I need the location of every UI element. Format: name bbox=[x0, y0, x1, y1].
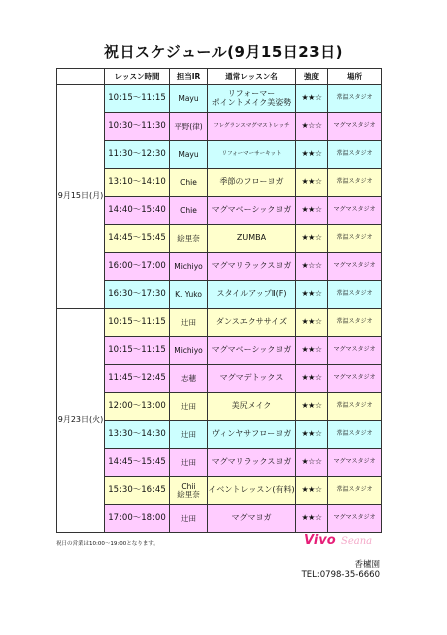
lesson-time-cell: 10:15～11:15 bbox=[105, 309, 170, 337]
place-cell: マグマスタジオ bbox=[328, 337, 382, 365]
lesson-time-cell: 11:30～12:30 bbox=[105, 141, 170, 169]
schedule-row bbox=[57, 393, 382, 421]
instructor-cell: Michiyo bbox=[170, 337, 208, 365]
lesson-time-cell: 13:30～14:30 bbox=[105, 421, 170, 449]
lesson-time-cell: 11:45～12:45 bbox=[105, 365, 170, 393]
instructor-cell: 志穂 bbox=[170, 365, 208, 393]
day-date-cell: 9月15日(月) bbox=[57, 85, 105, 309]
instructor-cell: 辻田 bbox=[170, 421, 208, 449]
instructor-cell: 辻田 bbox=[170, 505, 208, 533]
lesson-time-cell: 16:00～17:00 bbox=[105, 253, 170, 281]
place-cell: マグマスタジオ bbox=[328, 197, 382, 225]
intensity-cell: ★☆☆ bbox=[296, 253, 328, 281]
place-cell: マグマスタジオ bbox=[328, 449, 382, 477]
schedule-row bbox=[57, 141, 382, 169]
lesson-name-cell: フレグランスマグマストレッチ bbox=[208, 113, 296, 141]
instructor-cell: 絵里奈 bbox=[170, 225, 208, 253]
schedule-row bbox=[57, 309, 382, 337]
intensity-cell: ★★☆ bbox=[296, 225, 328, 253]
schedule-row bbox=[57, 113, 382, 141]
intensity-cell: ★★☆ bbox=[296, 421, 328, 449]
place-cell: 常温スタジオ bbox=[328, 169, 382, 197]
lesson-name-cell: マグマリラックスヨガ bbox=[208, 253, 296, 281]
schedule-row bbox=[57, 253, 382, 281]
schedule-row bbox=[57, 505, 382, 533]
place-cell: 常温スタジオ bbox=[328, 309, 382, 337]
instructor-cell: Mayu bbox=[170, 141, 208, 169]
lesson-time-cell: 14:45～15:45 bbox=[105, 449, 170, 477]
schedule-row bbox=[57, 85, 382, 113]
header-lesson: 通常レッスン名 bbox=[208, 69, 296, 85]
header-intensity: 強度 bbox=[296, 69, 328, 85]
schedule-row bbox=[57, 337, 382, 365]
intensity-cell: ★★☆ bbox=[296, 141, 328, 169]
place-cell: 常温スタジオ bbox=[328, 225, 382, 253]
intensity-cell: ★★☆ bbox=[296, 477, 328, 505]
instructor-cell: Chii 絵里奈 bbox=[170, 477, 208, 505]
schedule-body bbox=[57, 85, 382, 533]
place-cell: マグマスタジオ bbox=[328, 253, 382, 281]
vivo-logo bbox=[304, 533, 384, 549]
header-date-blank bbox=[57, 69, 105, 85]
schedule-row bbox=[57, 449, 382, 477]
schedule-table bbox=[56, 68, 382, 533]
logo-script-text: Seana bbox=[341, 536, 373, 547]
place-cell: 常温スタジオ bbox=[328, 141, 382, 169]
lesson-time-cell: 13:10～14:10 bbox=[105, 169, 170, 197]
schedule-row bbox=[57, 477, 382, 505]
lesson-time-cell: 14:40～15:40 bbox=[105, 197, 170, 225]
schedule-row bbox=[57, 421, 382, 449]
lesson-name-cell: ヴィンヤサフローヨガ bbox=[208, 421, 296, 449]
lesson-name-cell: リフォーマー ポイントメイク美姿勢 bbox=[208, 85, 296, 113]
schedule-row bbox=[57, 365, 382, 393]
logo-main-text: Vivo bbox=[304, 533, 336, 548]
lesson-time-cell: 10:15～11:15 bbox=[105, 85, 170, 113]
lesson-name-cell: マグマベーシックヨガ bbox=[208, 337, 296, 365]
instructor-cell: Chie bbox=[170, 197, 208, 225]
lesson-time-cell: 15:30～16:45 bbox=[105, 477, 170, 505]
intensity-cell: ★★☆ bbox=[296, 281, 328, 309]
instructor-cell: Mayu bbox=[170, 85, 208, 113]
place-cell: 常温スタジオ bbox=[328, 393, 382, 421]
intensity-cell: ★★☆ bbox=[296, 85, 328, 113]
lesson-time-cell: 10:30～11:30 bbox=[105, 113, 170, 141]
header-time: レッスン時間 bbox=[105, 69, 170, 85]
lesson-name-cell: マグマベーシックヨガ bbox=[208, 197, 296, 225]
studio-name: 香櫨園 bbox=[354, 560, 380, 570]
place-cell: マグマスタジオ bbox=[328, 365, 382, 393]
holiday-hours-note: 祝日の営業は10:00～19:00となります。 bbox=[56, 541, 159, 547]
place-cell: 常温スタジオ bbox=[328, 85, 382, 113]
place-cell: 常温スタジオ bbox=[328, 421, 382, 449]
intensity-cell: ★★☆ bbox=[296, 309, 328, 337]
lesson-time-cell: 12:00～13:00 bbox=[105, 393, 170, 421]
place-cell: 常温スタジオ bbox=[328, 477, 382, 505]
lesson-name-cell: マグマヨガ bbox=[208, 505, 296, 533]
place-cell: 常温スタジオ bbox=[328, 281, 382, 309]
intensity-cell: ★★☆ bbox=[296, 169, 328, 197]
lesson-name-cell: スタイルアップⅡ(F) bbox=[208, 281, 296, 309]
header-place: 場所 bbox=[328, 69, 382, 85]
instructor-cell: 平野(律) bbox=[170, 113, 208, 141]
schedule-row bbox=[57, 225, 382, 253]
intensity-cell: ★★☆ bbox=[296, 197, 328, 225]
schedule-row bbox=[57, 197, 382, 225]
lesson-name-cell: ダンスエクササイズ bbox=[208, 309, 296, 337]
place-cell: マグマスタジオ bbox=[328, 505, 382, 533]
lesson-time-cell: 10:15～11:15 bbox=[105, 337, 170, 365]
lesson-name-cell: 季節のフローヨガ bbox=[208, 169, 296, 197]
intensity-cell: ★★☆ bbox=[296, 337, 328, 365]
intensity-cell: ★★☆ bbox=[296, 505, 328, 533]
instructor-cell: Michiyo bbox=[170, 253, 208, 281]
day-date-cell: 9月23日(火) bbox=[57, 309, 105, 533]
lesson-name-cell: 美尻メイク bbox=[208, 393, 296, 421]
intensity-cell: ★★☆ bbox=[296, 365, 328, 393]
header-instructor: 担当IR bbox=[170, 69, 208, 85]
instructor-cell: K. Yuko bbox=[170, 281, 208, 309]
header-row bbox=[57, 69, 382, 85]
intensity-cell: ★☆☆ bbox=[296, 449, 328, 477]
lesson-time-cell: 16:30～17:30 bbox=[105, 281, 170, 309]
lesson-name-cell: ZUMBA bbox=[208, 225, 296, 253]
lesson-name-cell: イベントレッスン(有料) bbox=[208, 477, 296, 505]
schedule-row bbox=[57, 281, 382, 309]
lesson-name-cell: マグマリラックスヨガ bbox=[208, 449, 296, 477]
lesson-name-cell: マグマデトックス bbox=[208, 365, 296, 393]
instructor-cell: 辻田 bbox=[170, 309, 208, 337]
schedule-row bbox=[57, 169, 382, 197]
instructor-cell: 辻田 bbox=[170, 393, 208, 421]
lesson-time-cell: 14:45～15:45 bbox=[105, 225, 170, 253]
lesson-name-cell: リフォーマーサーキット bbox=[208, 141, 296, 169]
intensity-cell: ★☆☆ bbox=[296, 113, 328, 141]
instructor-cell: Chie bbox=[170, 169, 208, 197]
place-cell: マグマスタジオ bbox=[328, 113, 382, 141]
lesson-time-cell: 17:00～18:00 bbox=[105, 505, 170, 533]
instructor-cell: 辻田 bbox=[170, 449, 208, 477]
phone-number: TEL:0798-35-6660 bbox=[301, 570, 380, 580]
intensity-cell: ★★☆ bbox=[296, 393, 328, 421]
page-title: 祝日スケジュール(9月15日23日) bbox=[104, 43, 343, 61]
